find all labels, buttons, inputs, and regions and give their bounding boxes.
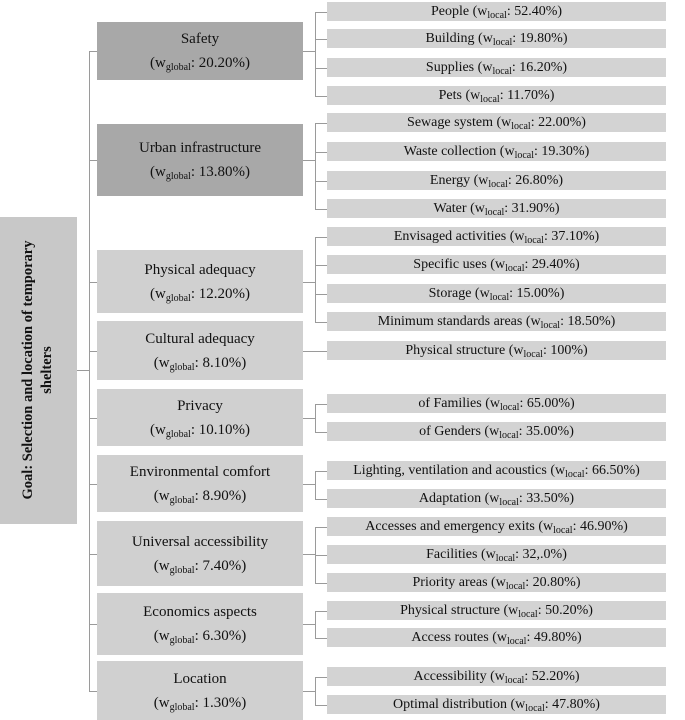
subcriterion-name: of Families — [418, 396, 486, 411]
criterion-box — [97, 321, 303, 380]
criterion-weight-value: ($w_{global}$: 10.10%) — [149, 421, 250, 440]
subcriteria-bracket — [315, 471, 316, 500]
subcriterion-box — [327, 86, 666, 105]
subcriterion-weight: ($w_{local}$: 31.90%) — [470, 201, 560, 218]
subcriterion-branch — [315, 638, 327, 639]
criterion-name: Privacy — [177, 397, 223, 414]
subcriterion-name: Sewage system — [407, 115, 497, 130]
subcriterion-box — [327, 695, 666, 714]
subcriterion-box — [327, 2, 666, 21]
criterion-name: Safety — [180, 31, 220, 47]
criterion-weight-value: ($w_{global}$: 8.90%) — [153, 487, 247, 506]
subcriterion-name: Physical structure — [400, 603, 504, 618]
criterion-branch — [89, 160, 97, 161]
subcriterion-branch — [315, 583, 327, 584]
subcriterion-name: Priority areas — [412, 575, 492, 590]
criterion-weight-value: ($w_{global}$: 7.40%) — [153, 557, 247, 576]
subcriterion-name: Accesses and emergency exits — [365, 519, 539, 534]
criterion-weight-value: ($w_{global}$: 8.10%) — [153, 354, 247, 373]
subcriterion-branch — [315, 499, 327, 500]
subcriterion-box — [327, 284, 666, 303]
criterion-branch — [89, 351, 97, 352]
criterion-branch — [89, 554, 97, 555]
subcriterion-name: Water — [433, 201, 471, 216]
subcriterion-box — [327, 601, 666, 620]
subcriterion-branch — [315, 322, 327, 323]
subcriterion-box — [327, 489, 666, 508]
criterion-name: Economics aspects — [143, 604, 257, 620]
subcriterion-box — [327, 29, 666, 48]
subcriterion-name: Supplies — [425, 60, 478, 75]
criterion-box — [97, 455, 303, 512]
criterion-box — [97, 593, 303, 655]
subcriterion-branch — [315, 294, 327, 295]
criterion-branch — [89, 51, 97, 52]
subcriteria-bracket — [315, 237, 316, 323]
criterion-weight-value: ($w_{global}$: 20.20%) — [149, 55, 250, 73]
subcriterion-weight: ($w_{local}$: 32,.0%) — [480, 547, 567, 564]
subcriterion-branch — [315, 265, 327, 266]
subcriterion-box — [327, 422, 666, 441]
criterion-weight — [97, 282, 303, 306]
criterion-out-line — [303, 691, 315, 692]
criterion-weight — [97, 691, 303, 715]
goal-connector — [77, 370, 89, 371]
subcriterion-box — [327, 461, 666, 480]
subcriterion-box — [327, 171, 666, 190]
criterion-branch — [89, 418, 97, 419]
subcriterion-weight: ($w_{local}$: 100%) — [508, 343, 588, 360]
subcriterion-weight: ($w_{local}$: 15.00%) — [474, 286, 565, 303]
subcriterion-name: Storage — [428, 286, 475, 301]
subcriterion-branch — [315, 209, 327, 210]
criterion-weight — [97, 418, 303, 442]
criterion-name: Physical adequacy — [144, 261, 256, 278]
subcriterion-name: Building — [425, 31, 479, 46]
subcriterion-weight: ($w_{local}$: 66.50%) — [550, 463, 640, 480]
subcriterion-branch — [315, 68, 327, 69]
subcriterion-name: Waste collection — [403, 144, 500, 159]
subcriterion-name: People — [430, 4, 473, 19]
criterion-weight-value: ($w_{global}$: 13.80%) — [149, 164, 250, 182]
subcriterion-branch — [315, 555, 327, 556]
criterion-name: Universal accessibility — [131, 533, 269, 550]
subcriterion-box — [327, 312, 666, 331]
criterion-weight — [97, 484, 303, 508]
subcriterion-weight: ($w_{local}$: 35.00%) — [484, 424, 574, 441]
subcriterion-weight: ($w_{local}$: 65.00%) — [485, 396, 575, 413]
subcriterion-weight: ($w_{local}$: 52.20%) — [490, 669, 580, 686]
criterion-branch — [89, 691, 97, 692]
criterion-name: Urban infrastructure — [138, 140, 262, 156]
subcriterion-branch — [315, 123, 327, 124]
subcriterion-box — [327, 517, 666, 536]
subcriterion-weight: ($w_{local}$: 50.20%) — [503, 603, 593, 620]
subcriterion-weight: ($w_{local}$: 26.80%) — [473, 173, 564, 190]
subcriterion-weight: ($w_{local}$: 46.90%) — [538, 519, 628, 536]
criterion-box — [97, 22, 303, 80]
criterion-box — [97, 521, 303, 586]
subcriterion-branch — [315, 432, 327, 433]
criterion-out-line — [303, 351, 315, 352]
subcriterion-branch — [315, 404, 327, 405]
criterion-branch — [89, 624, 97, 625]
subcriterion-weight: ($w_{local}$: 19.30%) — [499, 144, 590, 161]
subcriteria-bracket — [315, 404, 316, 433]
criterion-name: Environmental comfort — [129, 463, 271, 480]
goal-label: Goal: Selection and location of temporary shelters — [20, 240, 55, 500]
criterion-out-line — [303, 624, 315, 625]
subcriterion-weight: ($w_{local}$: 22.00%) — [496, 115, 586, 132]
subcriterion-box — [327, 667, 666, 686]
criterion-branch — [89, 282, 97, 283]
subcriterion-name: Energy — [429, 173, 474, 188]
subcriterion-box — [327, 545, 666, 564]
subcriterion-branch — [315, 527, 327, 528]
subcriterion-weight: ($w_{local}$: 37.10%) — [509, 229, 600, 246]
subcriterion-branch — [315, 705, 327, 706]
subcriterion-weight: ($w_{local}$: 29.40%) — [490, 257, 580, 274]
subcriterion-box — [327, 227, 666, 246]
subcriteria-bracket — [315, 123, 316, 210]
criterion-weight — [97, 160, 303, 184]
subcriterion-name: of Genders — [419, 424, 485, 439]
criterion-weight — [97, 351, 303, 375]
subcriterion-branch — [315, 351, 327, 352]
criterion-weight — [97, 51, 303, 75]
subcriterion-branch — [315, 471, 327, 472]
subcriterion-box — [327, 142, 666, 161]
criterion-weight — [97, 624, 303, 648]
criterion-out-line — [303, 282, 315, 283]
criterion-box — [97, 661, 303, 720]
criterion-branch — [89, 484, 97, 485]
subcriteria-bracket — [315, 611, 316, 639]
subcriterion-box — [327, 394, 666, 413]
subcriterion-weight: ($w_{local}$: 20.80%) — [491, 575, 581, 592]
criterion-weight-value: ($w_{global}$: 6.30%) — [153, 628, 247, 646]
subcriterion-name: Pets — [438, 88, 466, 103]
subcriterion-name: Envisaged activities — [393, 229, 510, 244]
subcriterion-branch — [315, 181, 327, 182]
subcriterion-branch — [315, 152, 327, 153]
subcriterion-name: Adaptation — [418, 491, 485, 506]
subcriterion-branch — [315, 611, 327, 612]
criterion-out-line — [303, 418, 315, 419]
subcriterion-box — [327, 628, 666, 647]
subcriterion-weight: ($w_{local}$: 33.50%) — [484, 491, 575, 508]
criterion-weight — [97, 554, 303, 578]
subcriterion-weight: ($w_{local}$: 47.80%) — [510, 697, 600, 714]
subcriterion-weight: ($w_{local}$: 11.70%) — [465, 88, 555, 105]
subcriterion-name: Physical structure — [405, 343, 509, 358]
subcriterion-name: Accessibility — [413, 669, 491, 684]
criterion-box — [97, 389, 303, 446]
criterion-out-line — [303, 51, 315, 52]
subcriterion-name: Minimum standards areas — [377, 314, 526, 329]
subcriterion-name: Facilities — [426, 547, 481, 562]
subcriteria-bracket — [315, 677, 316, 706]
criterion-box — [97, 124, 303, 196]
subcriterion-name: Specific uses — [413, 257, 491, 272]
criterion-out-line — [303, 484, 315, 485]
criterion-out-line — [303, 160, 315, 161]
criterion-name: Location — [173, 670, 227, 687]
subcriterion-box — [327, 341, 666, 360]
subcriterion-box — [327, 255, 666, 274]
subcriterion-name: Access routes — [411, 630, 493, 645]
subcriterion-name: Optimal distribution — [393, 697, 511, 712]
subcriteria-bracket — [315, 12, 316, 97]
criterion-box — [97, 250, 303, 313]
subcriterion-box — [327, 58, 666, 77]
criterion-weight-value: ($w_{global}$: 1.30%) — [153, 694, 247, 713]
subcriterion-weight: ($w_{local}$: 18.50%) — [525, 314, 616, 331]
subcriterion-weight: ($w_{local}$: 16.20%) — [477, 60, 568, 77]
criterion-name: Cultural adequacy — [145, 330, 255, 347]
subcriterion-box — [327, 199, 666, 218]
subcriterion-box — [327, 113, 666, 132]
criterion-weight-value: ($w_{global}$: 12.20%) — [149, 285, 250, 304]
subcriterion-branch — [315, 237, 327, 238]
subcriterion-branch — [315, 677, 327, 678]
subcriterion-weight: ($w_{local}$: 52.40%) — [472, 4, 563, 21]
subcriterion-branch — [315, 12, 327, 13]
subcriterion-box — [327, 573, 666, 592]
subcriterion-weight: ($w_{local}$: 49.80%) — [492, 630, 582, 647]
subcriterion-branch — [315, 39, 327, 40]
criterion-out-line — [303, 554, 315, 555]
subcriterion-branch — [315, 96, 327, 97]
subcriterion-weight: ($w_{local}$: 19.80%) — [478, 31, 568, 48]
criteria-trunk — [89, 51, 90, 691]
subcriterion-name: Lighting, ventilation and acoustics — [353, 463, 551, 478]
